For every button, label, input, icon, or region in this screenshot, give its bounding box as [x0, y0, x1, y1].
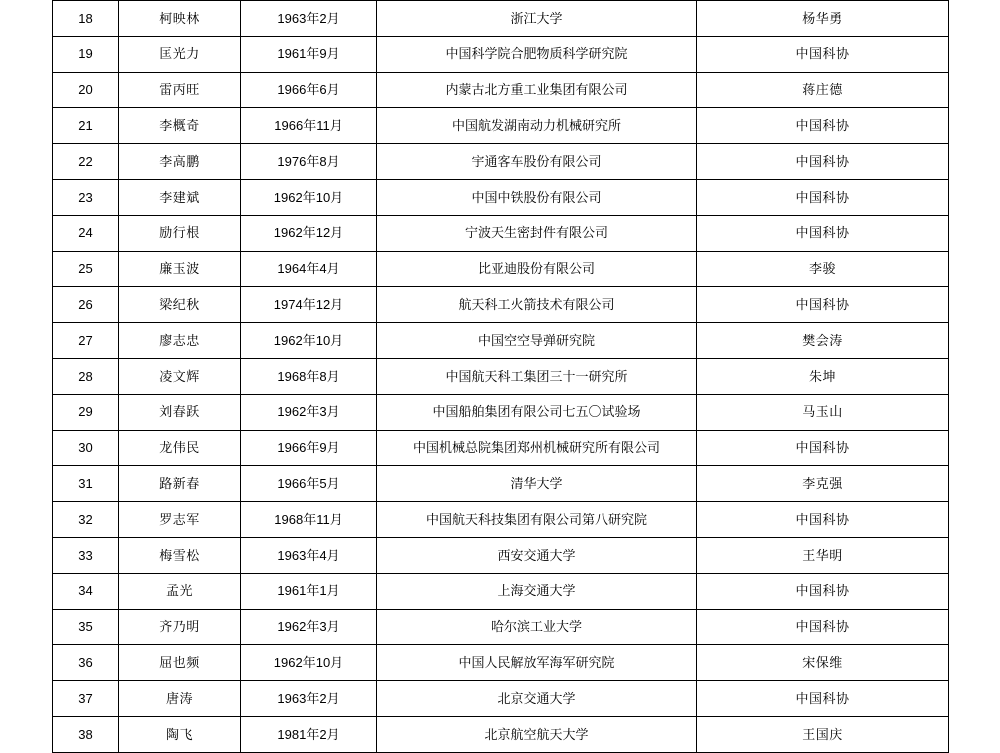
cell-name: 刘春跃	[119, 394, 241, 430]
cell-index: 20	[53, 72, 119, 108]
cell-recommender: 中国科协	[697, 430, 949, 466]
cell-name: 孟光	[119, 573, 241, 609]
cell-birth: 1963年2月	[241, 681, 377, 717]
cell-birth: 1962年10月	[241, 645, 377, 681]
cell-birth: 1961年1月	[241, 573, 377, 609]
cell-index: 32	[53, 502, 119, 538]
nominee-table-container	[52, 0, 948, 753]
table-row	[53, 323, 949, 359]
cell-organization: 北京航空航天大学	[377, 716, 697, 752]
cell-name: 屈也频	[119, 645, 241, 681]
table-row	[53, 1, 949, 37]
cell-index: 22	[53, 144, 119, 180]
table-row	[53, 215, 949, 251]
cell-organization: 内蒙古北方重工业集团有限公司	[377, 72, 697, 108]
cell-name: 匡光力	[119, 36, 241, 72]
cell-index: 25	[53, 251, 119, 287]
cell-name: 路新春	[119, 466, 241, 502]
cell-index: 26	[53, 287, 119, 323]
cell-recommender: 中国科协	[697, 287, 949, 323]
cell-organization: 航天科工火箭技术有限公司	[377, 287, 697, 323]
cell-index: 37	[53, 681, 119, 717]
cell-recommender: 中国科协	[697, 502, 949, 538]
cell-name: 李概奇	[119, 108, 241, 144]
cell-index: 19	[53, 36, 119, 72]
cell-name: 李高鹏	[119, 144, 241, 180]
cell-name: 李建斌	[119, 179, 241, 215]
cell-birth: 1962年3月	[241, 609, 377, 645]
cell-index: 33	[53, 537, 119, 573]
cell-organization: 西安交通大学	[377, 537, 697, 573]
table-row	[53, 502, 949, 538]
cell-recommender: 中国科协	[697, 609, 949, 645]
cell-birth: 1966年11月	[241, 108, 377, 144]
table-row	[53, 466, 949, 502]
cell-name: 雷丙旺	[119, 72, 241, 108]
cell-organization: 中国航天科工集团三十一研究所	[377, 358, 697, 394]
table-row	[53, 251, 949, 287]
cell-recommender: 王华明	[697, 537, 949, 573]
cell-recommender: 朱坤	[697, 358, 949, 394]
cell-birth: 1968年11月	[241, 502, 377, 538]
cell-organization: 宇通客车股份有限公司	[377, 144, 697, 180]
cell-recommender: 宋保维	[697, 645, 949, 681]
cell-birth: 1962年10月	[241, 179, 377, 215]
cell-index: 34	[53, 573, 119, 609]
table-row	[53, 144, 949, 180]
cell-organization: 中国科学院合肥物质科学研究院	[377, 36, 697, 72]
cell-organization: 中国船舶集团有限公司七五〇试验场	[377, 394, 697, 430]
cell-recommender: 中国科协	[697, 144, 949, 180]
cell-name: 柯映林	[119, 1, 241, 37]
cell-name: 梁纪秋	[119, 287, 241, 323]
cell-index: 28	[53, 358, 119, 394]
cell-birth: 1966年5月	[241, 466, 377, 502]
cell-recommender: 中国科协	[697, 108, 949, 144]
cell-name: 陶飞	[119, 716, 241, 752]
cell-name: 廖志忠	[119, 323, 241, 359]
cell-index: 21	[53, 108, 119, 144]
cell-index: 38	[53, 716, 119, 752]
table-row	[53, 358, 949, 394]
cell-name: 龙伟民	[119, 430, 241, 466]
nominee-table-body	[53, 1, 949, 753]
cell-birth: 1966年6月	[241, 72, 377, 108]
cell-organization: 宁波天生密封件有限公司	[377, 215, 697, 251]
cell-organization: 中国机械总院集团郑州机械研究所有限公司	[377, 430, 697, 466]
cell-organization: 清华大学	[377, 466, 697, 502]
cell-recommender: 蒋庄德	[697, 72, 949, 108]
cell-index: 35	[53, 609, 119, 645]
cell-organization: 哈尔滨工业大学	[377, 609, 697, 645]
cell-birth: 1962年12月	[241, 215, 377, 251]
cell-name: 廉玉波	[119, 251, 241, 287]
table-row	[53, 645, 949, 681]
cell-organization: 中国空空导弹研究院	[377, 323, 697, 359]
cell-index: 18	[53, 1, 119, 37]
table-row	[53, 573, 949, 609]
cell-recommender: 杨华勇	[697, 1, 949, 37]
table-row	[53, 537, 949, 573]
cell-recommender: 樊会涛	[697, 323, 949, 359]
cell-birth: 1966年9月	[241, 430, 377, 466]
table-row	[53, 430, 949, 466]
cell-name: 唐涛	[119, 681, 241, 717]
cell-organization: 上海交通大学	[377, 573, 697, 609]
cell-name: 罗志军	[119, 502, 241, 538]
cell-birth: 1968年8月	[241, 358, 377, 394]
table-row	[53, 716, 949, 752]
cell-birth: 1961年9月	[241, 36, 377, 72]
cell-birth: 1974年12月	[241, 287, 377, 323]
cell-index: 24	[53, 215, 119, 251]
cell-organization: 比亚迪股份有限公司	[377, 251, 697, 287]
cell-recommender: 王国庆	[697, 716, 949, 752]
cell-index: 23	[53, 179, 119, 215]
cell-organization: 中国人民解放军海军研究院	[377, 645, 697, 681]
cell-recommender: 李克强	[697, 466, 949, 502]
table-row	[53, 108, 949, 144]
cell-name: 齐乃明	[119, 609, 241, 645]
cell-organization: 浙江大学	[377, 1, 697, 37]
cell-organization: 中国中铁股份有限公司	[377, 179, 697, 215]
cell-birth: 1981年2月	[241, 716, 377, 752]
cell-recommender: 中国科协	[697, 36, 949, 72]
table-row	[53, 72, 949, 108]
cell-recommender: 中国科协	[697, 179, 949, 215]
table-row	[53, 609, 949, 645]
cell-organization: 中国航发湖南动力机械研究所	[377, 108, 697, 144]
cell-name: 梅雪松	[119, 537, 241, 573]
nominee-table	[52, 0, 949, 753]
cell-recommender: 中国科协	[697, 681, 949, 717]
cell-name: 励行根	[119, 215, 241, 251]
cell-birth: 1963年2月	[241, 1, 377, 37]
cell-name: 凌文辉	[119, 358, 241, 394]
cell-recommender: 中国科协	[697, 573, 949, 609]
cell-birth: 1962年10月	[241, 323, 377, 359]
cell-organization: 北京交通大学	[377, 681, 697, 717]
cell-recommender: 中国科协	[697, 215, 949, 251]
cell-organization: 中国航天科技集团有限公司第八研究院	[377, 502, 697, 538]
cell-index: 36	[53, 645, 119, 681]
cell-index: 31	[53, 466, 119, 502]
table-row	[53, 287, 949, 323]
cell-birth: 1976年8月	[241, 144, 377, 180]
cell-index: 29	[53, 394, 119, 430]
cell-birth: 1964年4月	[241, 251, 377, 287]
table-row	[53, 394, 949, 430]
table-row	[53, 681, 949, 717]
cell-recommender: 马玉山	[697, 394, 949, 430]
cell-birth: 1963年4月	[241, 537, 377, 573]
cell-index: 30	[53, 430, 119, 466]
cell-index: 27	[53, 323, 119, 359]
cell-birth: 1962年3月	[241, 394, 377, 430]
cell-recommender: 李骏	[697, 251, 949, 287]
table-row	[53, 179, 949, 215]
table-row	[53, 36, 949, 72]
